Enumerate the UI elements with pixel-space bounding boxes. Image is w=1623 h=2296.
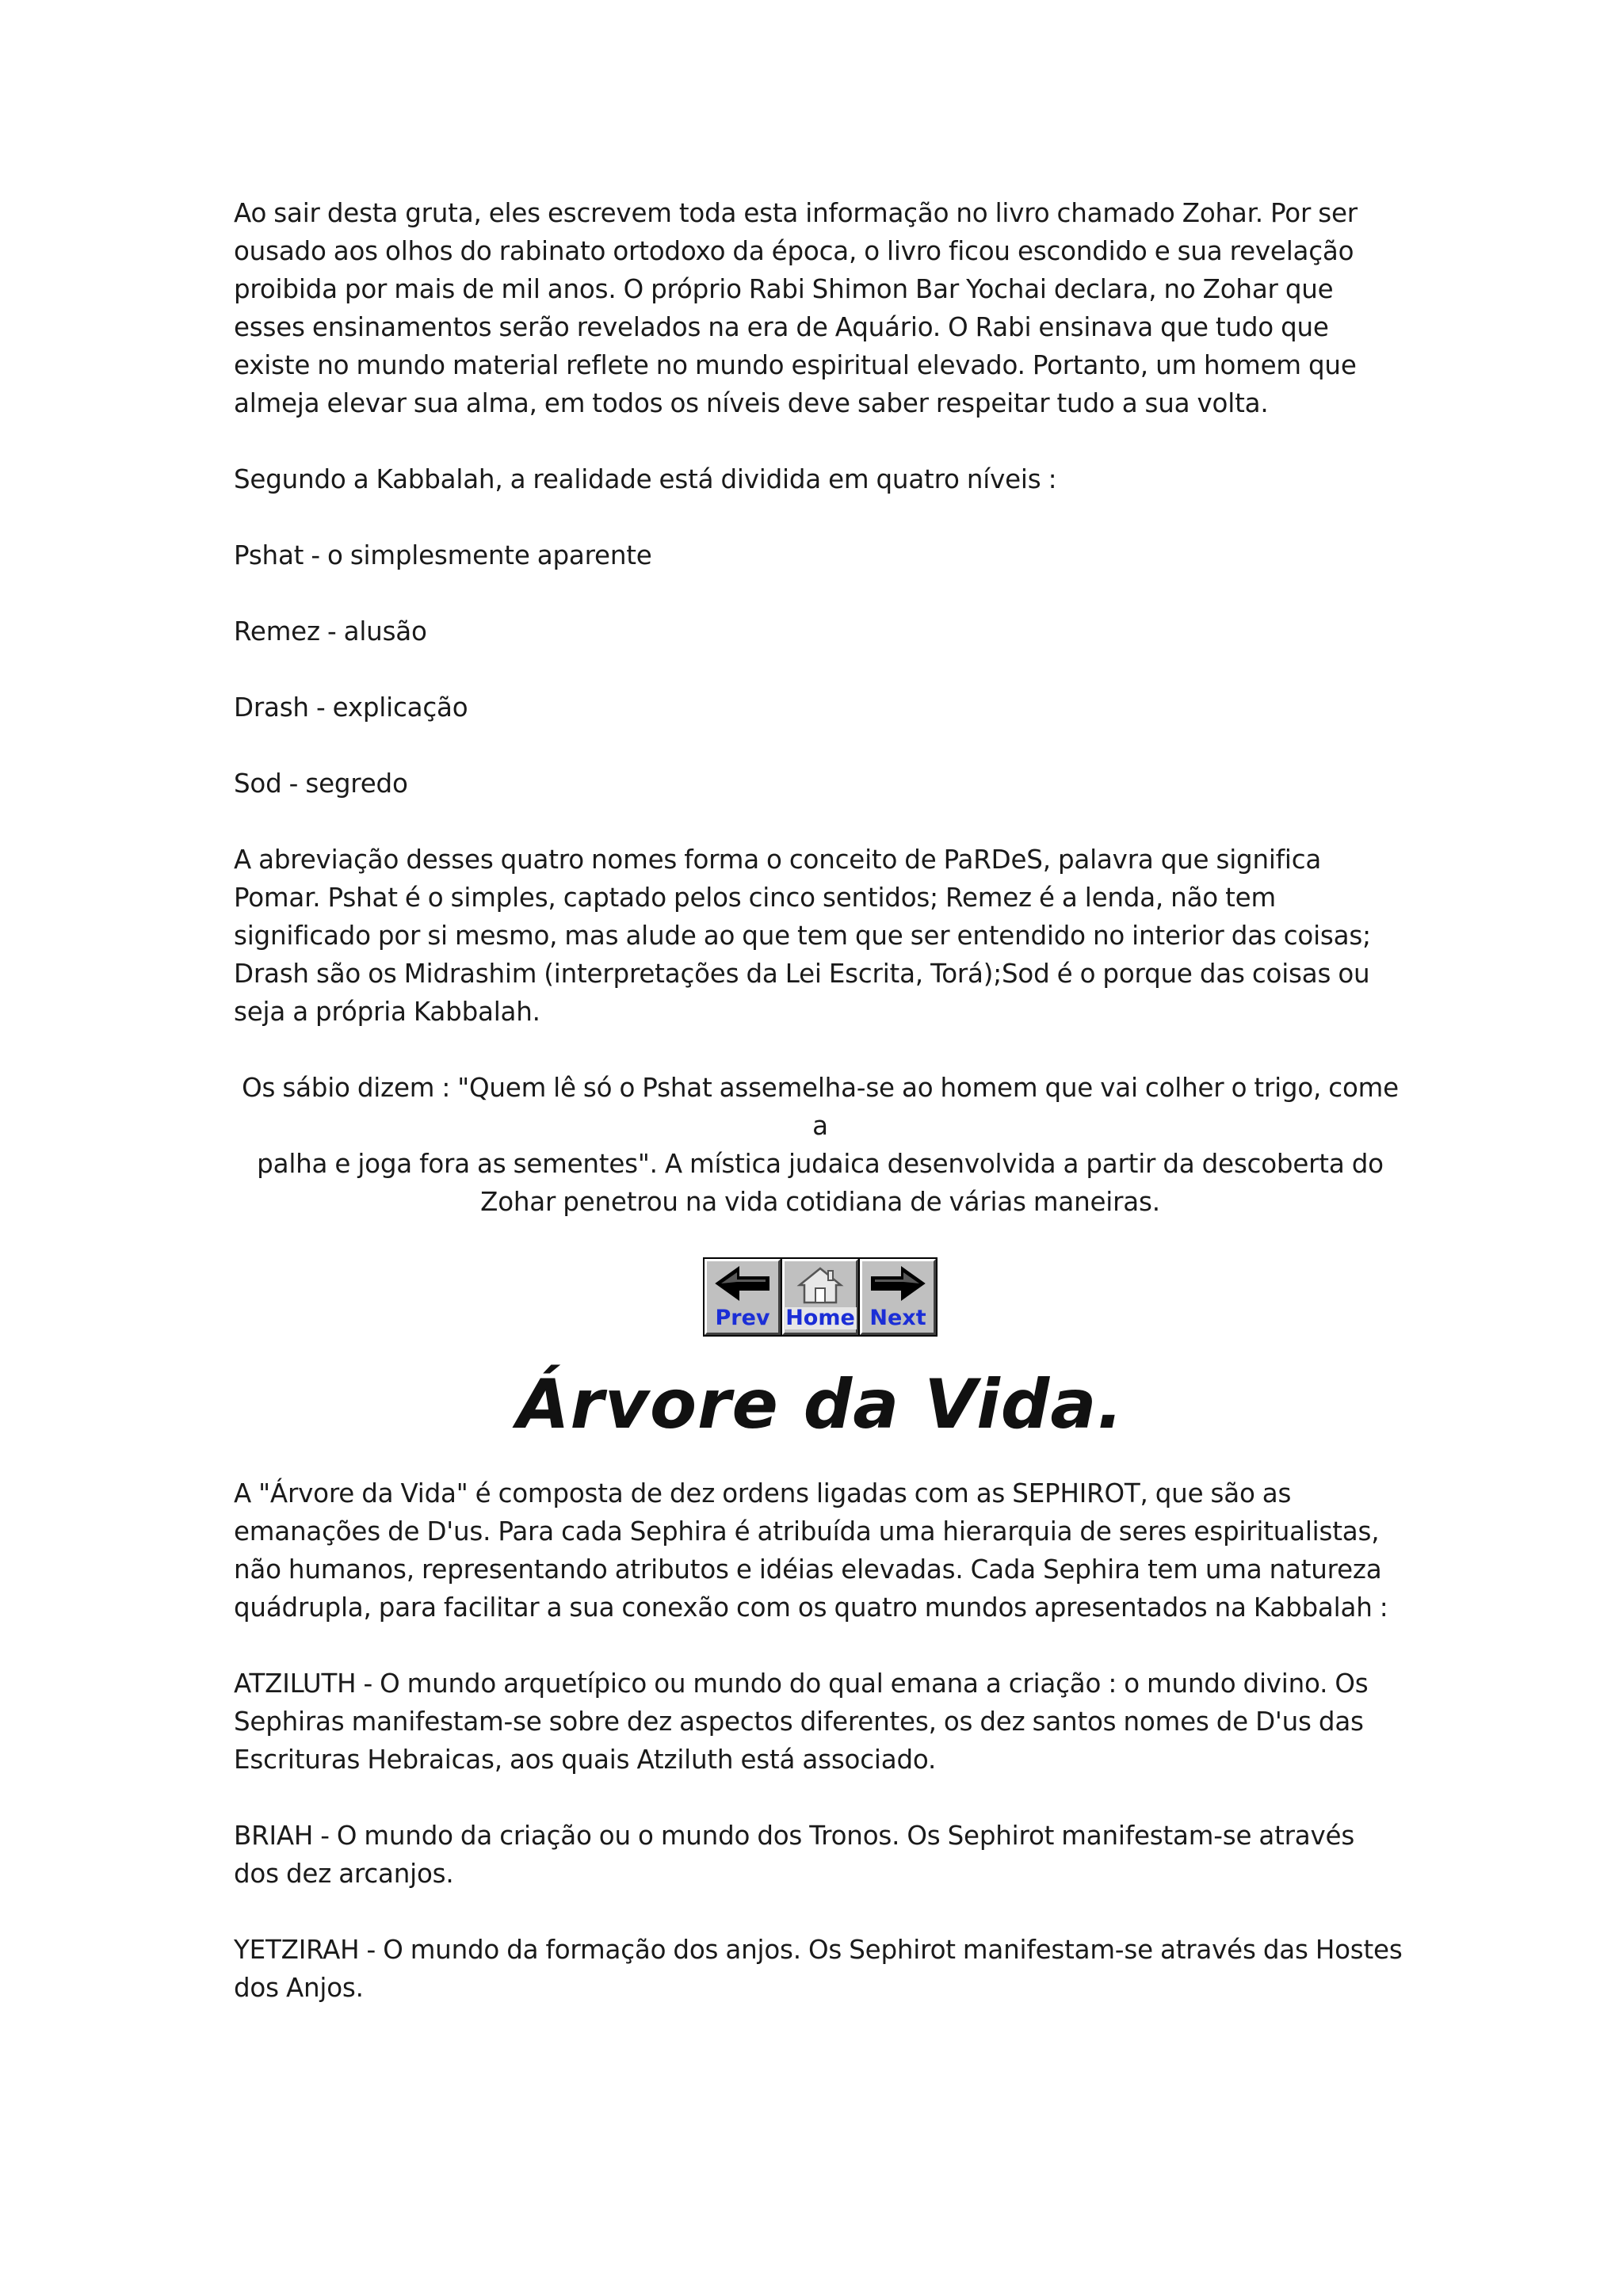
navigation-bar xyxy=(234,1259,1407,1335)
paragraph-yetzirah: YETZIRAH - O mundo da formação dos anjos. Os Sephirot manifestam-se através das Hostes dos Anjos. xyxy=(234,1935,1403,2003)
quote-line: Os sábio dizem : "Quem lê só o Pshat assemelha-se ao homem que vai colher o trigo, come a xyxy=(242,1073,1399,1141)
prev-button[interactable] xyxy=(705,1259,781,1335)
paragraph-pardes: A abreviação desses quatro nomes forma o conceito de PaRDeS, palavra que significa Pomar. Pshat é o simples, captado pelos cinco sentidos; Remez é a lenda, não tem significado por si mesmo, mas alude ao que tem que ser entendido no interior das coisas; Drash são os Midrashim (interpretações da Lei Escrita, Torá);Sod é o porque das coisas ou seja a própria Kabbalah. xyxy=(234,845,1371,1027)
paragraph-levels-intro: Segundo a Kabbalah, a realidade está dividida em quatro níveis : xyxy=(234,464,1057,494)
next-label: Next xyxy=(869,1306,926,1330)
paragraph-atziluth: ATZILUTH - O mundo arquetípico ou mundo do qual emana a criação : o mundo divino. Os Sephiras manifestam-se sobre dez aspectos diferentes, os dez santos nomes de D'us das Escrituras Hebraicas, aos quais Atziluth está associado. xyxy=(234,1669,1369,1775)
next-button[interactable] xyxy=(860,1259,936,1335)
document-page xyxy=(234,194,1407,2007)
left-arrow-icon xyxy=(715,1266,770,1301)
level-remez: Remez - alusão xyxy=(234,616,427,646)
right-arrow-icon xyxy=(870,1266,926,1301)
paragraph-tree-of-life: A "Árvore da Vida" é composta de dez ordens ligadas com as SEPHIROT, que são as emanações de D'us. Para cada Sephira é atribuída uma hierarquia de seres espiritualistas, não humanos, representando atributos e idéias elevadas. Cada Sephira tem uma natureza quádrupla, para facilitar a sua conexão com os quatro mundos apresentados na Kabbalah : xyxy=(234,1478,1388,1623)
home-label: Home xyxy=(785,1306,855,1330)
level-sod: Sod - segredo xyxy=(234,769,408,799)
house-icon xyxy=(796,1266,844,1304)
section-title: Árvore da Vida. xyxy=(516,1365,1125,1444)
level-pshat: Pshat - o simplesmente aparente xyxy=(234,540,652,570)
level-drash: Drash - explicação xyxy=(234,692,468,723)
paragraph-briah: BRIAH - O mundo da criação ou o mundo dos Tronos. Os Sephirot manifestam-se através dos dez arcanjos. xyxy=(234,1821,1355,1889)
paragraph-zohar: Ao sair desta gruta, eles escrevem toda esta informação no livro chamado Zohar. Por ser ousado aos olhos do rabinato ortodoxo da época, o livro ficou escondido e sua revelação proibida por mais de mil anos. O próprio Rabi Shimon Bar Yochai declara, no Zohar que esses ensinamentos serão revelados na era de Aquário. O Rabi ensinava que tudo que existe no mundo material reflete no mundo espiritual elevado. Portanto, um homem que almeja elevar sua alma, em todos os níveis deve saber respeitar tudo a sua volta. xyxy=(234,198,1358,418)
prev-label: Prev xyxy=(715,1306,770,1330)
quote-line: palha e joga fora as sementes". A mística judaica desenvolvida a partir da descoberta do xyxy=(257,1149,1384,1179)
home-button[interactable] xyxy=(782,1259,858,1335)
quote-line: Zohar penetrou na vida cotidiana de várias maneiras. xyxy=(480,1187,1160,1217)
quote-paragraph xyxy=(234,1069,1407,1221)
